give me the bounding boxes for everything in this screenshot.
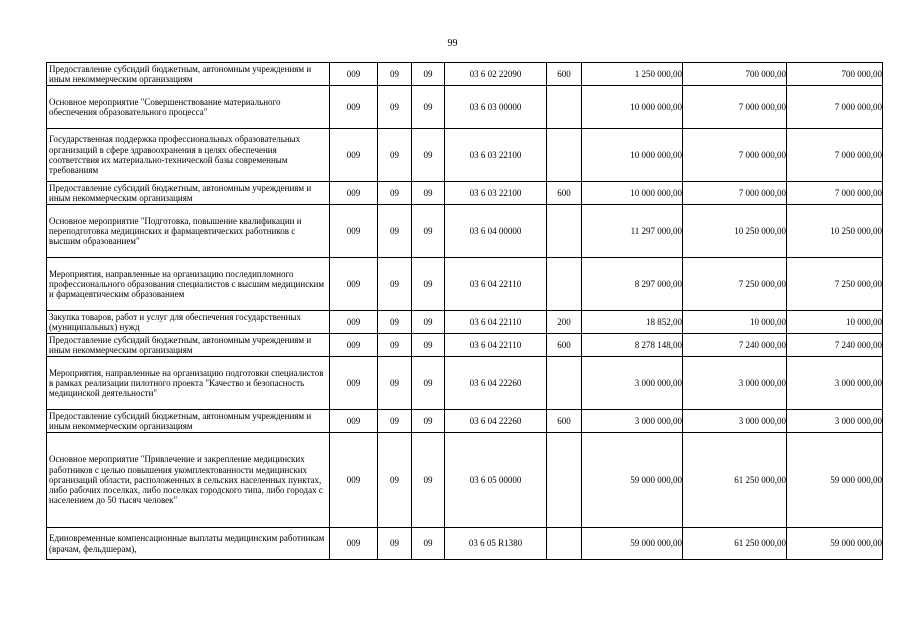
cell-target-article: 03 6 04 22260 [445, 410, 547, 433]
cell-target-article: 03 6 03 22100 [445, 182, 547, 205]
cell-section: 09 [378, 528, 412, 560]
table-row [47, 433, 883, 528]
cell-amount-1: 3 000 000,00 [582, 357, 683, 410]
cell-amount-1: 59 000 000,00 [582, 528, 683, 560]
cell-ministry-code: 009 [330, 528, 378, 560]
cell-name: Основное мероприятие "Совершенствование материального обеспечения образовательного процесса" [47, 86, 330, 129]
table-row [47, 182, 883, 205]
cell-section: 09 [378, 63, 412, 86]
cell-section: 09 [378, 433, 412, 528]
cell-section: 09 [378, 182, 412, 205]
cell-amount-2: 7 000 000,00 [683, 129, 787, 182]
cell-ministry-code: 009 [330, 433, 378, 528]
cell-name: Закупка товаров, работ и услуг для обеспечения государственных (муниципальных) нужд [47, 311, 330, 334]
cell-expense-type [547, 528, 582, 560]
cell-expense-type: 600 [547, 182, 582, 205]
cell-section: 09 [378, 129, 412, 182]
cell-target-article: 03 6 04 22260 [445, 357, 547, 410]
cell-amount-1: 10 000 000,00 [582, 86, 683, 129]
cell-name: Основное мероприятие "Подготовка, повышение квалификации и переподготовка медицинских и фармацевтических работников с высшим образованием" [47, 205, 330, 258]
cell-expense-type [547, 129, 582, 182]
cell-name: Предоставление субсидий бюджетным, автономным учреждениям и иным некоммерческим организациям [47, 63, 330, 86]
cell-ministry-code: 009 [330, 86, 378, 129]
cell-amount-2: 3 000 000,00 [683, 410, 787, 433]
table-row [47, 311, 883, 334]
table-row [47, 258, 883, 311]
cell-amount-2: 10 250 000,00 [683, 205, 787, 258]
cell-amount-1: 8 278 148,00 [582, 334, 683, 357]
cell-section: 09 [378, 258, 412, 311]
cell-expense-type: 200 [547, 311, 582, 334]
cell-subsection: 09 [412, 311, 445, 334]
cell-amount-3: 59 000 000,00 [787, 433, 883, 528]
cell-subsection: 09 [412, 357, 445, 410]
cell-amount-3: 59 000 000,00 [787, 528, 883, 560]
cell-amount-3: 10 000,00 [787, 311, 883, 334]
cell-subsection: 09 [412, 334, 445, 357]
cell-name: Предоставление субсидий бюджетным, автономным учреждениям и иным некоммерческим организациям [47, 182, 330, 205]
cell-subsection: 09 [412, 410, 445, 433]
table-body [47, 63, 883, 560]
cell-subsection: 09 [412, 258, 445, 311]
cell-subsection: 09 [412, 129, 445, 182]
cell-amount-1: 11 297 000,00 [582, 205, 683, 258]
cell-target-article: 03 6 05 00000 [445, 433, 547, 528]
cell-amount-2: 7 000 000,00 [683, 182, 787, 205]
cell-expense-type [547, 357, 582, 410]
cell-amount-1: 59 000 000,00 [582, 433, 683, 528]
cell-amount-3: 10 250 000,00 [787, 205, 883, 258]
cell-section: 09 [378, 205, 412, 258]
cell-amount-2: 7 240 000,00 [683, 334, 787, 357]
cell-amount-3: 700 000,00 [787, 63, 883, 86]
cell-target-article: 03 6 03 00000 [445, 86, 547, 129]
cell-target-article: 03 6 04 22110 [445, 258, 547, 311]
cell-amount-3: 3 000 000,00 [787, 410, 883, 433]
cell-subsection: 09 [412, 528, 445, 560]
cell-name: Предоставление субсидий бюджетным, автономным учреждениям и иным некоммерческим организациям [47, 410, 330, 433]
cell-amount-2: 61 250 000,00 [683, 433, 787, 528]
cell-subsection: 09 [412, 205, 445, 258]
cell-target-article: 03 6 04 22110 [445, 311, 547, 334]
cell-amount-1: 10 000 000,00 [582, 129, 683, 182]
table-row [47, 528, 883, 560]
cell-ministry-code: 009 [330, 311, 378, 334]
cell-target-article: 03 6 03 22100 [445, 129, 547, 182]
cell-amount-1: 1 250 000,00 [582, 63, 683, 86]
cell-name: Государственная поддержка профессиональных образовательных организаций в сфере здравоохранения в целях обеспечения соответствия их материально-технической базы современным требованиям [47, 129, 330, 182]
cell-amount-3: 7 000 000,00 [787, 86, 883, 129]
cell-expense-type: 600 [547, 410, 582, 433]
cell-ministry-code: 009 [330, 258, 378, 311]
cell-subsection: 09 [412, 182, 445, 205]
cell-name: Мероприятия, направленные на организацию последипломного профессионального образования специалистов с высшим медицинским и фармацевтическим образованием [47, 258, 330, 311]
table-row [47, 205, 883, 258]
cell-section: 09 [378, 357, 412, 410]
cell-section: 09 [378, 86, 412, 129]
cell-amount-3: 7 240 000,00 [787, 334, 883, 357]
cell-subsection: 09 [412, 433, 445, 528]
cell-expense-type [547, 433, 582, 528]
cell-expense-type [547, 86, 582, 129]
cell-amount-2: 3 000 000,00 [683, 357, 787, 410]
budget-table [46, 62, 883, 560]
cell-ministry-code: 009 [330, 63, 378, 86]
cell-section: 09 [378, 311, 412, 334]
cell-amount-3: 7 000 000,00 [787, 129, 883, 182]
cell-ministry-code: 009 [330, 205, 378, 258]
table-row [47, 129, 883, 182]
cell-amount-2: 61 250 000,00 [683, 528, 787, 560]
cell-amount-1: 18 852,00 [582, 311, 683, 334]
cell-target-article: 03 6 02 22090 [445, 63, 547, 86]
cell-section: 09 [378, 334, 412, 357]
cell-target-article: 03 6 04 22110 [445, 334, 547, 357]
cell-ministry-code: 009 [330, 357, 378, 410]
cell-amount-3: 7 000 000,00 [787, 182, 883, 205]
cell-amount-3: 7 250 000,00 [787, 258, 883, 311]
cell-name: Основное мероприятие "Привлечение и закрепление медицинских работников с целью повышения укомплектованности медицинских организаций области, расположенных в сельских населенных пунктах, либо рабочих поселках, либо поселках городского типа, либо городах с населением до 50 тысяч человек" [47, 433, 330, 528]
cell-section: 09 [378, 410, 412, 433]
table-row [47, 86, 883, 129]
cell-amount-1: 10 000 000,00 [582, 182, 683, 205]
cell-amount-1: 3 000 000,00 [582, 410, 683, 433]
cell-target-article: 03 6 05 R1380 [445, 528, 547, 560]
cell-ministry-code: 009 [330, 334, 378, 357]
cell-amount-3: 3 000 000,00 [787, 357, 883, 410]
cell-name: Единовременные компенсационные выплаты медицинским работникам (врачам, фельдшерам), [47, 528, 330, 560]
cell-subsection: 09 [412, 63, 445, 86]
cell-amount-2: 7 000 000,00 [683, 86, 787, 129]
table-row [47, 410, 883, 433]
cell-amount-2: 7 250 000,00 [683, 258, 787, 311]
cell-name: Мероприятия, направленные на организацию подготовки специалистов в рамках реализации пилотного проекта "Качество и безопасность медицинской деятельности" [47, 357, 330, 410]
cell-expense-type [547, 258, 582, 311]
table-row [47, 334, 883, 357]
cell-name: Предоставление субсидий бюджетным, автономным учреждениям и иным некоммерческим организациям [47, 334, 330, 357]
cell-amount-1: 8 297 000,00 [582, 258, 683, 311]
cell-target-article: 03 6 04 00000 [445, 205, 547, 258]
cell-amount-2: 10 000,00 [683, 311, 787, 334]
table-row [47, 357, 883, 410]
cell-expense-type [547, 205, 582, 258]
cell-ministry-code: 009 [330, 182, 378, 205]
cell-subsection: 09 [412, 86, 445, 129]
page-number: 99 [447, 38, 458, 49]
cell-amount-2: 700 000,00 [683, 63, 787, 86]
cell-expense-type: 600 [547, 334, 582, 357]
cell-ministry-code: 009 [330, 410, 378, 433]
cell-ministry-code: 009 [330, 129, 378, 182]
table-row [47, 63, 883, 86]
cell-expense-type: 600 [547, 63, 582, 86]
